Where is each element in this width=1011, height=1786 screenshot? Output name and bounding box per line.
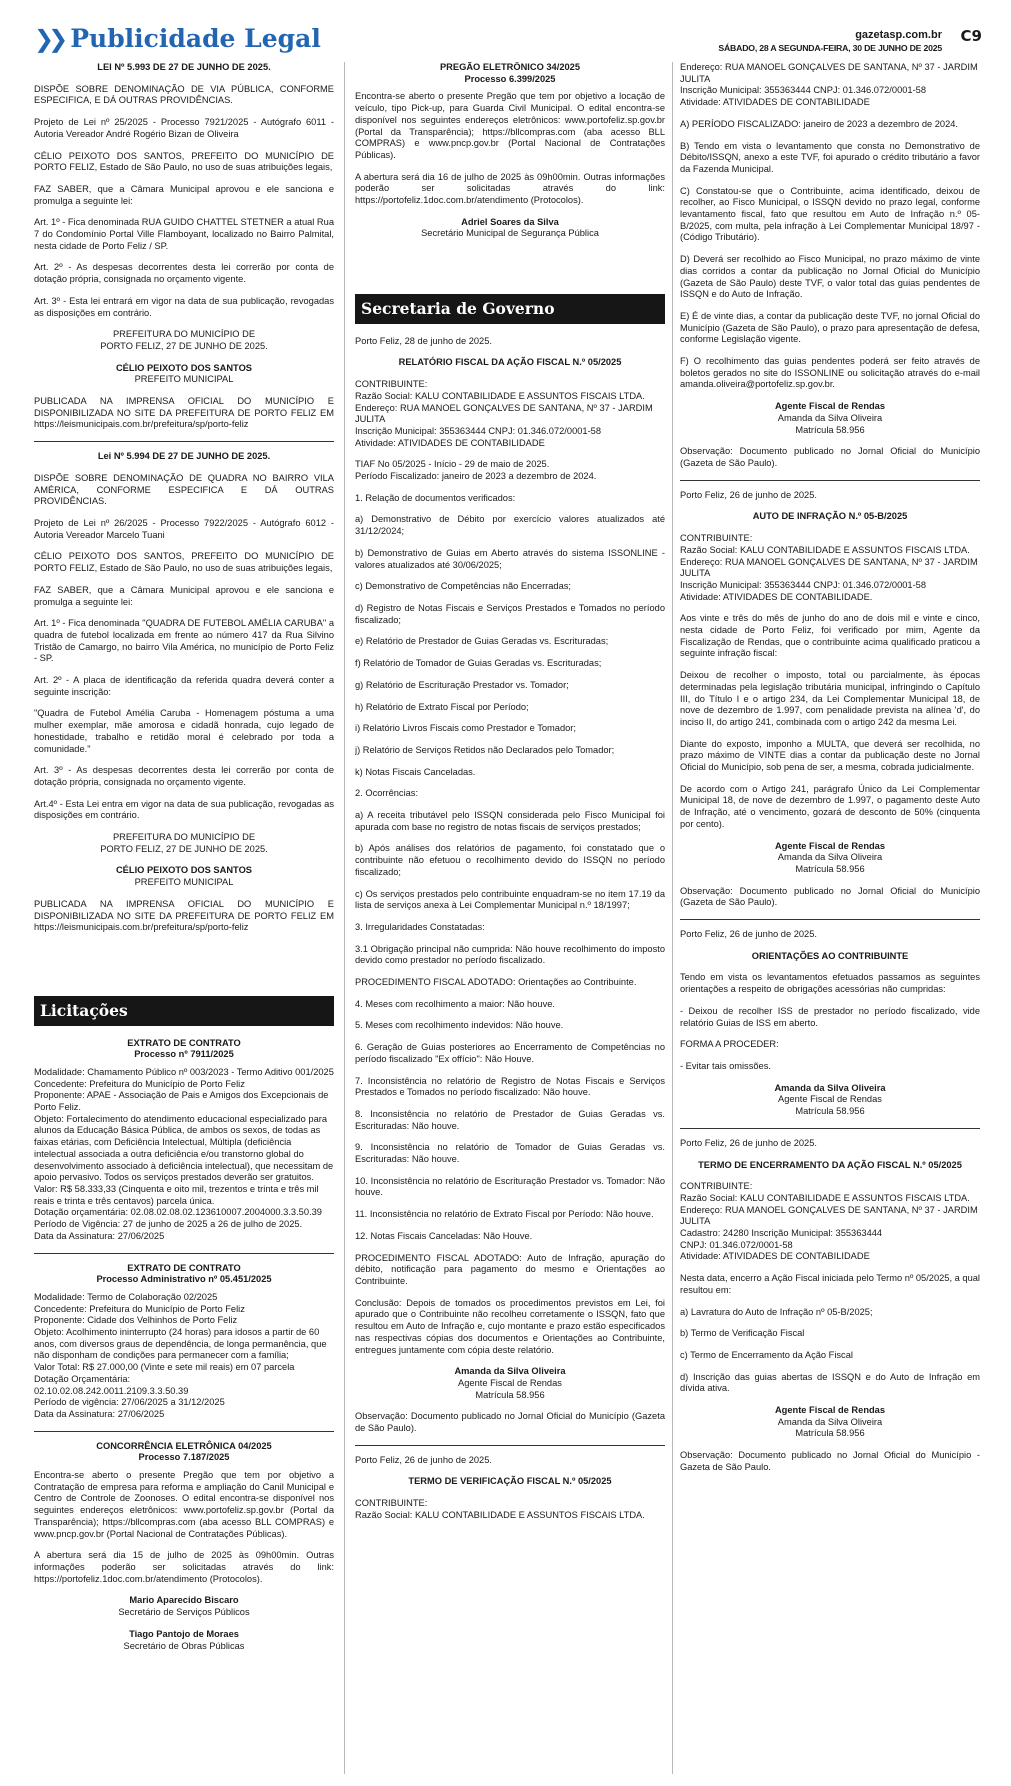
- tvf-date: Porto Feliz, 26 de junho de 2025.: [355, 1454, 492, 1465]
- list-item: 10. Inconsistência no relatório de Escrituração Prestador vs. Tomador: Não houve.: [355, 1175, 665, 1198]
- signer-role: Agente Fiscal de Rendas: [774, 840, 886, 851]
- signature: [680, 841, 980, 876]
- lei-projeto: Projeto de Lei nº 25/2025 - Processo 7921/2025 - Autógrafo 6011 - Autoria Vereador André Rogério Bizan de Oliveira: [34, 117, 334, 139]
- list-item: 5. Meses com recolhimento indevidos: Não houve.: [355, 1020, 564, 1031]
- termo-item-a: a) Lavratura do Auto de Infração nº 05-B/2025;: [680, 1306, 873, 1317]
- lei-publicacao: PUBLICADA NA IMPRENSA OFICIAL DO MUNICÍPIO E DISPONIBILIZADA NO SITE DA PREFEITURA DE PORTO FELIZ EM https://leismunicipais.com.br/prefeitura/sp/porto-feliz: [34, 396, 334, 430]
- lei-faz-saber: FAZ SABER, que a Câmara Municipal aprovou e ele sanciona e promulga a seguinte lei:: [34, 183, 334, 206]
- termo-item-c: c) Termo de Encerramento da Ação Fiscal: [680, 1349, 853, 1360]
- termo-title: TERMO DE ENCERRAMENTO DA AÇÃO FISCAL N.º 05/2025: [698, 1159, 962, 1170]
- termo-contribuinte: CONTRIBUINTE: Razão Social: KALU CONTABILIDADE E ASSUNTOS FISCAIS LTDA. Endereço: RUA MANOEL GONÇALVES DE SANTANA, Nº 37 - JARDIM JULITA Cadastro: 24280 Inscrição Municipal: 355363444 CNPJ: 01.346.072/0001-58 Atividade: ATIVIDADES DE CONTABILIDADE: [680, 1181, 978, 1262]
- tvf-contribuinte: CONTRIBUINTE: Razão Social: KALU CONTABILIDADE E ASSUNTOS FISCAIS LTDA.: [355, 1498, 645, 1520]
- lei-art1: Art. 1º - Fica denominada RUA GUIDO CHATTEL STETNER a atual Rua 7 do Condomínio Portal Ville Flamboyant, localizado no Bairro Palmital, nesta cidade de Porto Feliz / SP.: [34, 217, 334, 251]
- orient-p2: - Deixou de recolher ISS de prestador no período fiscalizado, vide relatório Guias de ISS em aberto.: [680, 1005, 980, 1028]
- lei-projeto: Projeto de Lei nº 26/2025 - Processo 7922/2025 - Autógrafo 6012 - Autoria Vereador Marcelo Tuani: [34, 517, 334, 540]
- lei-local: [34, 329, 334, 352]
- extrato-contrato-05451: [34, 1263, 334, 1421]
- section-header-licitacoes: [34, 996, 334, 1026]
- signer-registration: Matrícula 58.956: [795, 1428, 865, 1439]
- tvf-items: [680, 119, 980, 391]
- list-item: i) Relatório Livros Fiscais como Prestador e Tomador;: [355, 723, 576, 734]
- local-line: PORTO FELIZ, 27 DE JUNHO DE 2025.: [100, 843, 268, 854]
- double-chevron-icon: ❯❯: [34, 24, 63, 53]
- list-item: 8. Inconsistência no relatório de Prestador de Guias Geradas vs. Escrituradas: Não houve.: [355, 1108, 665, 1131]
- lei-signature: [34, 363, 334, 386]
- signer-role: Secretário de Obras Públicas: [123, 1640, 245, 1651]
- divider: [680, 1128, 980, 1129]
- signer-registration: Matrícula 58.956: [795, 863, 865, 874]
- lei-signature: [34, 865, 334, 888]
- list-item: PROCEDIMENTO FISCAL ADOTADO: Auto de Infração, apuração do débito, notificação para pagamento do mesmo e Orientações ao Contribuinte.: [355, 1252, 665, 1286]
- auto-infracao: [680, 490, 980, 909]
- signature: [34, 1595, 334, 1618]
- list-item: c) Os serviços prestados pelo contribuinte enquadram-se no item 17.19 da lista de serviços anexa à Lei Complementar Municipal n.º 18/1997;: [355, 888, 665, 911]
- signer-name: Amanda da Silva Oliveira: [774, 1082, 886, 1093]
- signer-name: Tiago Pantojo de Moraes: [129, 1628, 239, 1639]
- auto-title: AUTO DE INFRAÇÃO N.º 05-B/2025: [752, 511, 908, 522]
- lei-faz-saber: FAZ SABER, que a Câmara Municipal aprovou e ele sanciona e promulga a seguinte lei:: [34, 584, 334, 607]
- concorrencia-04-2025: [34, 1441, 334, 1653]
- divider: [680, 480, 980, 481]
- signer-name: CÉLIO PEIXOTO DOS SANTOS: [115, 865, 253, 876]
- list-item: e) Relatório de Prestador de Guias Geradas vs. Escrituradas;: [355, 636, 609, 647]
- list-item: 3.1 Obrigação principal não cumprida: Não houve recolhimento do imposto devido como prestador no período fiscalizado.: [355, 943, 665, 966]
- local-line: PREFEITURA DO MUNICÍPIO DE: [112, 832, 256, 843]
- column-1: [34, 62, 334, 1774]
- lei-local: [34, 832, 334, 855]
- signer-role: Secretário de Serviços Públicos: [118, 1607, 250, 1618]
- lei-5993: [34, 62, 334, 431]
- auto-p4: De acordo com o Artigo 241, parágrafo Único da Lei Complementar Municipal 18, de nove de dezembro de 1.997, o pagamento deste Auto de Infração, até o vencimento, gozará de desconto de 50% (cinquenta por cento).: [680, 783, 980, 829]
- relatorio-date: Porto Feliz, 28 de junho de 2025.: [355, 335, 492, 346]
- concorrencia-title: [34, 1441, 334, 1464]
- signature: [680, 1405, 980, 1440]
- termo-date: Porto Feliz, 26 de junho de 2025.: [680, 1137, 817, 1148]
- signer-role: Agente Fiscal de Rendas: [774, 1405, 886, 1416]
- site-url[interactable]: gazetasp.com.br: [855, 29, 942, 41]
- list-item: Conclusão: Depois de tomados os procedimentos previstos em Lei, foi apurado que o Contribuinte não recolheu corretamente o ISSQN, fato que resultou em Auto de Infração e, cujo montante e prazo estão especificados nas respectivas cópias dos documentos e Orientações ao Contribuinte, entregues juntamente com cópia deste relatório.: [355, 1297, 665, 1355]
- signer-name: CÉLIO PEIXOTO DOS SANTOS: [115, 362, 253, 373]
- list-item: 11. Inconsistência no relatório de Extrato Fiscal por Período: Não houve.: [355, 1209, 654, 1220]
- auto-p3: Diante do exposto, imponho a MULTA, que deverá ser recolhida, no prazo máximo de VINTE dias a contar da publicação deste no Jornal Oficial do Município, sob pena de ser, a mesma, cobrada judicialmente.: [680, 738, 980, 773]
- orient-p3: FORMA A PROCEDER:: [680, 1039, 779, 1050]
- signer-name: Amanda da Silva Oliveira: [777, 852, 883, 863]
- extrato-process: Processo nº 7911/2025: [134, 1049, 234, 1060]
- section-logo: [34, 26, 321, 51]
- divider: [34, 1253, 334, 1254]
- column-2: [355, 62, 665, 1774]
- list-item: b) Demonstrativo de Guias em Aberto através do sistema ISSONLINE - valores atualizados até 30/06/2025;: [355, 547, 665, 570]
- signer-registration: Matrícula 58.956: [795, 1106, 865, 1117]
- section-header-label: Licitações: [40, 1000, 128, 1020]
- termo-encerramento: [680, 1138, 980, 1474]
- list-item: A) PERÍODO FISCALIZADO: janeiro de 2023 a dezembro de 2024.: [680, 118, 959, 129]
- list-item: D) Deverá ser recolhido ao Fisco Municipal, no prazo máximo de vinte dias corridos a contar da publicação no Jornal Oficial do Município (Gazeta de São Paulo) deste TVF, o valor total das guias pendentes de ISSQN e do Auto de Infração.: [680, 254, 980, 300]
- relatorio-tiaf: TIAF No 05/2025 - Início - 29 de maio de 2025. Período Fiscalizado: janeiro de 2023 a dezembro de 2024.: [355, 459, 597, 482]
- extrato-process: Processo Administrativo nº 05.451/2025: [96, 1274, 272, 1285]
- header-meta: [718, 29, 942, 54]
- divider: [34, 441, 334, 442]
- concorrencia-objeto: Encontra-se aberto o presente Pregão que tem por objetivo a Contratação de empresa para reforma e ampliação do Canil Municipal e Centro de Controle de Zoonoses. O edital encontra-se disponível nos seguintes endereços eletrônicos: www.portofeliz.sp.gov.br (Portal da Transparência); https://bllcompras.com (aba acesso BLL COMPRAS) e www.pncp.gov.br (Portal Nacional de Contratações Públicas).: [34, 1470, 334, 1539]
- concorrencia-process: Processo 7.187/2025: [138, 1452, 230, 1463]
- tvf-contribuinte-cont: Endereço: RUA MANOEL GONÇALVES DE SANTANA, Nº 37 - JARDIM JULITA Inscrição Municipal: 355363444 CNPJ: 01.346.072/0001-58 Atividade: ATIVIDADES DE CONTABILIDADE: [680, 62, 978, 108]
- list-item: B) Tendo em vista o levantamento que consta no Demonstrativo de Débito/ISSQN, anexo a este TVF, foi apurado o crédito tributário a favor da Fazenda Municipal.: [680, 140, 980, 174]
- local-line: PREFEITURA DO MUNICÍPIO DE: [112, 329, 256, 340]
- signature: [34, 1629, 334, 1652]
- page-header: [34, 24, 982, 58]
- termo-item-d: d) Inscrição das guias abertas de ISSQN e do Auto de Infração em dívida ativa.: [680, 1371, 980, 1394]
- column-divider: [672, 62, 673, 1774]
- extrato-title: [34, 1263, 334, 1286]
- list-item: 4. Meses com recolhimento a maior: Não houve.: [355, 998, 555, 1009]
- signer-role: PREFEITO MUNICIPAL: [134, 374, 234, 385]
- lei-ementa: DISPÕE SOBRE DENOMINAÇÃO DE VIA PÚBLICA, CONFORME ESPECIFICA, E DÁ OUTRAS PROVIDÊNCIAS.: [34, 83, 334, 106]
- auto-observacao: Observação: Documento publicado no Jornal Oficial do Município (Gazeta de São Paulo).: [680, 885, 980, 908]
- list-item: 6. Geração de Guias posteriores ao Encerramento de Competências no período fiscalizado "Ex offício": Não Houve.: [355, 1042, 665, 1064]
- list-item: PROCEDIMENTO FISCAL ADOTADO: Orientações ao Contribuinte.: [355, 977, 637, 988]
- lei-title: LEI Nº 5.993 DE 27 DE JUNHO DE 2025.: [97, 62, 271, 72]
- relatorio-contribuinte: CONTRIBUINTE: Razão Social: KALU CONTABILIDADE E ASSUNTOS FISCAIS LTDA. Endereço: RUA MANOEL GONÇALVES DE SANTANA, Nº 37 - JARDIM JULITA Inscrição Municipal: 355363444 CNPJ: 01.346.072/0001-58 Atividade: ATIVIDADES DE CONTABILIDADE: [355, 379, 653, 448]
- signer-name: Mario Aparecido Biscaro: [129, 1595, 239, 1606]
- termo-verificacao-fiscal: [355, 1455, 665, 1522]
- pregao-abertura: A abertura será dia 16 de julho de 2025 às 09h00min. Outras informações poderão ser solicitadas através do link: https://portofeliz.1doc.com.br/atendimento (Protocolos).: [355, 171, 665, 206]
- pregao-objeto: Encontra-se aberto o presente Pregão que tem por objetivo a locação de veículo, tipo Pick-up, para Guarda Civil Municipal. O edital encontra-se disponível nos seguintes endereços eletrônicos: www.portofeliz.sp.gov.br (Portal da Transparência); https://bllcompras.com (aba acesso BLL COMPRAS) e www.pncp.gov.br (Portal Nacional de Contratações Públicas).: [355, 91, 665, 160]
- signer-registration: Matrícula 58.956: [475, 1389, 545, 1400]
- lei-preambulo: CÉLIO PEIXOTO DOS SANTOS, PREFEITO DO MUNICÍPIO DE PORTO FELIZ, Estado de São Paulo, no uso de suas atribuições legais,: [34, 551, 334, 574]
- termo-item-b: b) Termo de Verificação Fiscal: [680, 1328, 805, 1339]
- list-item: f) Relatório de Tomador de Guias Geradas vs. Escrituradas;: [355, 658, 602, 669]
- termo-observacao: Observação: Documento publicado no Jornal Oficial do Município - Gazeta de São Paulo.: [680, 1450, 980, 1472]
- signature: [355, 1366, 665, 1401]
- lei-art2: Art. 2º - A placa de identificação da referida quadra deverá conter a seguinte inscrição:: [34, 675, 334, 697]
- spacer: [34, 944, 334, 986]
- lei-art4: Art.4º - Esta Lei entra em vigor na data de sua publicação, revogadas as disposições em contrário.: [34, 798, 334, 821]
- tvf-observacao: Observação: Documento publicado no Jornal Oficial do Município (Gazeta de São Paulo).: [680, 446, 980, 468]
- relatorio-fiscal: [355, 336, 665, 1435]
- pregao-title-line: PREGÃO ELETRÔNICO 34/2025: [439, 62, 580, 72]
- auto-p1: Aos vinte e três do mês de junho do ano de dois mil e vinte e cinco, nesta cidade de Porto Feliz, foi verificado por mim, Agente da Fiscalização de Rendas, que o contribuinte acima qualificado praticou a seguinte infração fiscal:: [680, 613, 980, 659]
- signer-name: Amanda da Silva Oliveira: [454, 1366, 566, 1377]
- list-item: 12. Notas Fiscais Canceladas: Não Houve.: [355, 1230, 533, 1241]
- auto-date: Porto Feliz, 26 de junho de 2025.: [680, 489, 817, 500]
- pregao-process: Processo 6.399/2025: [464, 73, 556, 84]
- orient-p4: - Evitar tais omissões.: [680, 1061, 771, 1071]
- concorrencia-abertura: A abertura será dia 15 de julho de 2025 às 09h00min. Outras informações poderão ser solicitadas através do link: https://portofeliz.1doc.com.br/atendimento (Protocolos).: [34, 1550, 334, 1584]
- list-item: a) A receita tributável pelo ISSQN considerada pelo Fisco Municipal foi apurada com base no registro de notas fiscais de serviços prestados;: [355, 810, 665, 832]
- list-item: g) Relatório de Escrituração Prestador vs. Tomador;: [355, 679, 569, 690]
- signer-name: Amanda da Silva Oliveira: [777, 412, 883, 423]
- relatorio-title: RELATÓRIO FISCAL DA AÇÃO FISCAL N.º 05/2025: [398, 357, 622, 368]
- signature: [680, 401, 980, 436]
- lei-ementa: DISPÕE SOBRE DENOMINAÇÃO DE QUADRA NO BAIRRO VILA AMÉRICA, CONFORME ESPECIFICA E DÁ OUTRAS PROVIDÊNCIAS.: [34, 472, 334, 507]
- divider: [34, 1431, 334, 1432]
- divider: [355, 1445, 665, 1446]
- column-3: [680, 62, 980, 1774]
- extrato-title-line: EXTRATO DE CONTRATO: [127, 1037, 241, 1048]
- lei-art3: Art. 3º - Esta lei entrará em vigor na data de sua publicação, revogadas as disposições em contrário.: [34, 295, 334, 318]
- signer-name: Amanda da Silva Oliveira: [777, 1416, 883, 1427]
- extrato-contrato-7911: [34, 1038, 334, 1243]
- issue-date: SÁBADO, 28 A SEGUNDA-FEIRA, 30 DE JUNHO DE 2025: [718, 43, 942, 54]
- list-item: 7. Inconsistência no relatório de Registro de Notas Fiscais e Serviços Prestados e Tomados no período fiscalizado: Não houve.: [355, 1075, 665, 1098]
- signer-role: Agente Fiscal de Rendas: [778, 1094, 882, 1105]
- orient-date: Porto Feliz, 26 de junho de 2025.: [680, 929, 817, 940]
- auto-contribuinte: CONTRIBUINTE: Razão Social: KALU CONTABILIDADE E ASSUNTOS FISCAIS LTDA. Endereço: RUA MANOEL GONÇALVES DE SANTANA, Nº 37 - JARDIM JULITA Inscrição Municipal: 355363444 CNPJ: 01.346.072/0001-58 Atividade: ATIVIDADES DE CONTABILIDADE.: [680, 533, 978, 602]
- pregao-title: [355, 62, 665, 85]
- lei-title: Lei Nº 5.994 DE 27 DE JUNHO DE 2025.: [97, 451, 271, 462]
- lei-art3: Art. 3º - As despesas decorrentes desta lei correrão por conta de dotação própria, consignada no orçamento vigente.: [34, 765, 334, 787]
- concorrencia-title-line: CONCORRÊNCIA ELETRÔNICA 04/2025: [96, 1440, 272, 1451]
- list-item: b) Após análises dos relatórios de pagamento, foi constatado que o contribuinte não efetuou o recolhimento devido do ISSQN no período fiscalizado;: [355, 843, 665, 877]
- signer-role: Agente Fiscal de Rendas: [774, 401, 886, 412]
- tvf-title: TERMO DE VERIFICAÇÃO FISCAL N.º 05/2025: [408, 1476, 612, 1487]
- signer-role: PREFEITO MUNICIPAL: [134, 877, 234, 888]
- list-item: C) Constatou-se que o Contribuinte, acima identificado, deixou de recolher, ao Fisco Municipal, o ISSQN devido no prazo legal, conforme levantamento fiscal, fato que resultou em Auto de Infração n.º 05-B/2025, com multa, pela infração à Lei Complementar Municipal 18/97 - (Código Tributário).: [680, 185, 980, 243]
- extrato-title-line: EXTRATO DE CONTRATO: [127, 1262, 241, 1273]
- orient-p1: Tendo em vista os levantamentos efetuados passamos as seguintes orientações a respeito de obrigações acessórias não cumpridas:: [680, 972, 980, 995]
- signature: [355, 217, 665, 240]
- list-item: k) Notas Fiscais Canceladas.: [355, 766, 476, 777]
- list-item: E) É de vinte dias, a contar da publicação deste TVF, no jornal Oficial do Município (Gazeta de São Paulo), o prazo para apresentação de defesa, conforme Legislação vigente.: [680, 310, 980, 345]
- list-item: 2. Ocorrências:: [355, 788, 419, 799]
- relatorio-items: [355, 493, 665, 1356]
- list-item: F) O recolhimento das guias pendentes poderá ser feito através de boletos gerados no site do ISSONLINE ou solicitação através do e-mail amanda.oliveira@portofeliz.sp.gov.br.: [680, 356, 980, 390]
- lei-art2: Art. 2º - As despesas decorrentes desta lei correrão por conta de dotação própria, consignada no orçamento vigente.: [34, 262, 334, 285]
- termo-p1: Nesta data, encerro a Ação Fiscal iniciada pelo Termo nº 05/2025, a qual resultou em:: [680, 1273, 980, 1295]
- list-item: a) Demonstrativo de Débito por exercício valores atualizados até 31/12/2024;: [355, 514, 665, 537]
- lei-inscricao: "Quadra de Futebol Amélia Caruba - Homenagem póstuma a uma mulher exemplar, mãe amorosa e cidadã honrada, cujo legado de honestidade, trabalho e retidão moral é celebrado por toda a comunidade.": [34, 708, 334, 754]
- relatorio-observacao: Observação: Documento publicado no Jornal Oficial do Município (Gazeta de São Paulo).: [355, 1411, 665, 1434]
- lei-publicacao: PUBLICADA NA IMPRENSA OFICIAL DO MUNICÍPIO E DISPONIBILIZADA NO SITE DA PREFEITURA DE PORTO FELIZ EM https://leismunicipais.com.br/prefeitura/sp/porto-feliz: [34, 898, 334, 933]
- extrato-title: [34, 1038, 334, 1061]
- extrato-body: Modalidade: Termo de Colaboração 02/2025 Concedente: Prefeitura do Município de Porto Feliz Proponente: Cidade dos Velhinhos de Porto Feliz Objeto: Acolhimento ininterrupto (24 horas) para idosos a partir de 60 anos, com diversos graus de dependência, de longa permanência, que não disponham de condições para permanecer com a família; Valor Total: R$ 27.000,00 (Vinte e sete mil reais) em 07 parcela Dotação Orçamentária: 02.10.02.08.242.0011.2109.3.3.50.39 Período de vigência: 27/06/2025 a 31/12/2025 Data da Assinatura: 27/06/2025: [34, 1291, 327, 1419]
- orientacoes-contribuinte: [680, 929, 980, 1118]
- page-number: C9: [960, 27, 982, 45]
- signer-role: Agente Fiscal de Rendas: [458, 1377, 562, 1388]
- lei-art1: Art. 1º - Fica denominada "QUADRA DE FUTEBOL AMÉLIA CARUBA" a quadra de futebol localizada em frente ao número 417 da Rua Silvino Tristão de Camargo, no bairro Vila América, no município de Porto Feliz - SP.: [34, 618, 334, 664]
- list-item: 1. Relação de documentos verificados:: [355, 492, 516, 503]
- signer-name: Adriel Soares da Silva: [461, 216, 559, 227]
- orient-title: ORIENTAÇÕES AO CONTRIBUINTE: [751, 950, 909, 961]
- list-item: j) Relatório de Serviços Retidos não Declarados pelo Tomador;: [355, 744, 615, 755]
- divider: [680, 919, 980, 920]
- lei-preambulo: CÉLIO PEIXOTO DOS SANTOS, PREFEITO DO MUNICÍPIO DE PORTO FELIZ, Estado de São Paulo, no uso de suas atribuições legais,: [34, 150, 334, 173]
- column-divider: [344, 62, 345, 1774]
- list-item: d) Registro de Notas Fiscais e Serviços Prestados e Tomados no período fiscalizado;: [355, 602, 665, 625]
- lei-5994: [34, 451, 334, 934]
- signature: [680, 1083, 980, 1118]
- signer-role: Secretário Municipal de Segurança Pública: [421, 228, 599, 239]
- list-item: 3. Irregularidades Constatadas:: [355, 921, 485, 932]
- spacer: [355, 250, 665, 284]
- section-title: Publicidade Legal: [70, 24, 321, 53]
- list-item: h) Relatório de Extrato Fiscal por Período;: [355, 701, 529, 712]
- extrato-body: Modalidade: Chamamento Público nº 003/2023 - Termo Aditivo 001/2025 Concedente: Prefeitura do Município de Porto Feliz Proponente: APAE - Associação de Pais e Amigos dos Excepcionais de Porto Feliz. Objeto: Fortalecimento do atendimento educacional especializado para alunos da Educação Básica Pública, de ambos os sexos, de todas as faixas etárias, com Deficiência Intelectual, Múltipla (deficiência intelectual associada a outra deficiência e/ou transtorno global do desenvolvimento associado à deficiência intelectual), que necessitam de apoio pervasivo. Todos os serviços prestados deverão ser gratuitos. Valor: R$ 58.333,33 (Cinquenta e oito mil, trezentos e trinta e três mil reais e trinta e três centavos) parcela única. Dotação orçamentária: 02.08.02.08.02.123610007.2004000.3.3.50.39 Período de Vigência: 27 de junho de 2025 a 26 de julho de 2025. Data da Assinatura: 27/06/2025: [34, 1066, 334, 1241]
- list-item: 9. Inconsistência no relatório de Tomador de Guias Geradas vs. Escrituradas: Não houve.: [355, 1142, 665, 1165]
- local-line: PORTO FELIZ, 27 DE JUNHO DE 2025.: [100, 340, 268, 351]
- list-item: c) Demonstrativo de Competências não Encerradas;: [355, 581, 571, 592]
- pregao-34-2025: [355, 62, 665, 240]
- section-header-label: Secretaria de Governo: [361, 299, 555, 319]
- section-header-secretaria-governo: [355, 294, 665, 324]
- auto-p2: Deixou de recolher o imposto, total ou parcialmente, às épocas determinadas pela legislação tributária municipal, infringindo o Capítulo III, do Título I e o artigo 234, da Lei Complementar Municipal 18, de nove de dezembro de 1.997, com penalidade prevista na alínea 'd', do inciso II, do artigo 241, combinada com o artigo 242 da mesma Lei.: [680, 670, 980, 727]
- signer-registration: Matrícula 58.956: [795, 424, 865, 435]
